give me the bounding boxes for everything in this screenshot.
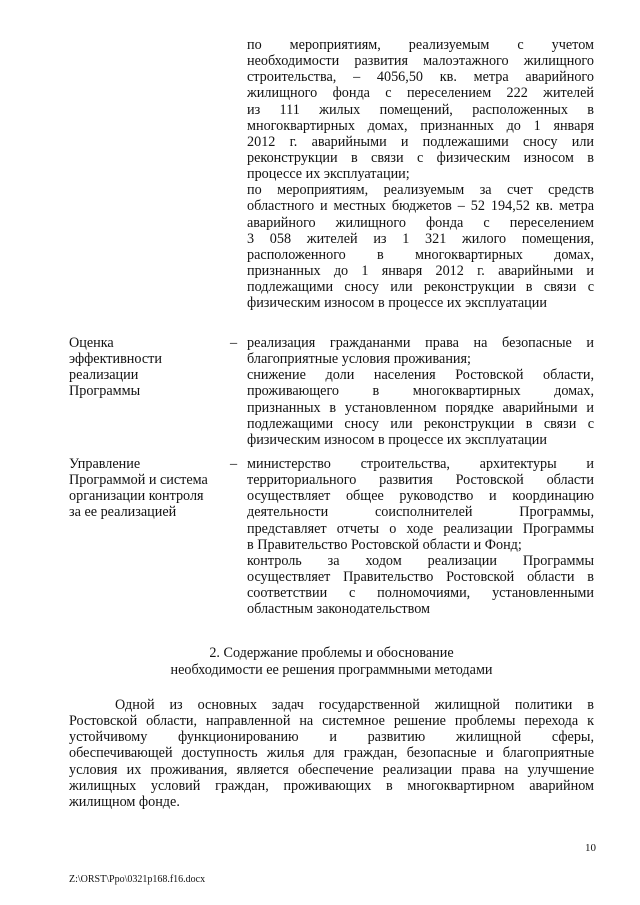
text-line: подлежащими сносу или реконструкции в связи с	[247, 415, 594, 432]
text-line: соответствии с полномочиями, установленными	[247, 585, 594, 602]
text-line: аварийного жилищного фонда с переселением	[247, 214, 594, 231]
text-line: осуществляет общее руководство и координацию	[247, 488, 594, 505]
label-line: Управление	[69, 456, 141, 472]
text-line: территориального развития Ростовской области	[247, 472, 594, 489]
text-line: реализация граждананми права на безопасные и	[247, 335, 594, 351]
text-line: 2012 г. аварийными и подлежашими сносу или	[247, 133, 594, 150]
text-line: жилищных условий граждан, проживающих в многоквартирном аварийном	[69, 777, 594, 794]
label-line: Программы	[69, 383, 141, 400]
text-line: расположенного в многоквартирных домах,	[247, 246, 594, 263]
text-line: по мероприятиям, реализуемым за счет средств	[247, 182, 594, 199]
label-line: за ее реализацией	[69, 504, 177, 521]
text-line: многоквартирных домах, признанных до 1 января	[247, 117, 594, 134]
text-line: снижение доли населения Ростовской области,	[247, 367, 594, 384]
text-line: условия их проживания, является обеспечение реализации права на улучшение	[69, 761, 594, 778]
row-label-evaluation	[69, 335, 229, 400]
row-dash: –	[230, 456, 238, 472]
text-line: физическим износом в процессе их эксплуатации	[247, 295, 547, 312]
section-heading	[69, 645, 594, 678]
page-number: 10	[585, 842, 596, 854]
text-line: областного и местных бюджетов – 52 194,52 кв. метра	[247, 198, 594, 215]
text-line: жилищном фонде.	[69, 793, 180, 810]
text-line: признанных до 1 января 2012 г. аварийными и	[247, 262, 594, 279]
text-line: 3 058 жителей из 1 321 жилого помещения,	[247, 230, 594, 247]
text-line: обеспечивающей доступность жилья для граждан, безопасные и благоприятные	[69, 745, 594, 762]
text-line: представляет отчеты о ходе реализации Программы	[247, 520, 594, 537]
section-heading-line: необходимости ее решения программными методами	[170, 661, 493, 678]
row-label-management	[69, 456, 229, 521]
text-line: из 111 жилых помещений, расположенных в	[247, 101, 594, 118]
text-line: необходимости развития малоэтажного жилищного	[247, 53, 594, 70]
label-line: Оценка	[69, 335, 114, 351]
row-text-evaluation	[247, 335, 594, 448]
label-line: эффективности	[69, 351, 162, 368]
text-line: жилищного фонда с переселением 222 жителей	[247, 85, 594, 102]
text-line: подлежащими сносу или реконструкции в связи с	[247, 279, 594, 296]
text-line: физическим износом в процессе их эксплуатации	[247, 431, 547, 448]
text-line: Ростовской области, направленной на системное решение проблемы перехода к	[69, 713, 594, 730]
text-line: устойчивому функционированию и развитию жилищной сферы,	[69, 729, 594, 746]
body-paragraph	[69, 697, 594, 810]
row-text-management	[247, 456, 594, 617]
text-line: областным законодательством	[247, 601, 431, 618]
text-line: признанных в установленном порядке аварийными и	[247, 399, 594, 416]
text-line: благоприятные условия проживания;	[247, 351, 471, 368]
text-line: по мероприятиям, реализуемым с учетом	[247, 37, 594, 53]
text-line: министерство строительства, архитектуры и	[247, 456, 594, 472]
footer-file-path: Z:\ORST\Ppo\0321p168.f16.docx	[69, 874, 206, 885]
text-line: осуществляет Правительство Ростовской области в	[247, 568, 594, 585]
label-line: организации контроля	[69, 488, 204, 505]
text-line: контроль за ходом реализации Программы	[247, 552, 594, 569]
continuation-block	[247, 37, 594, 311]
label-line: реализации	[69, 367, 139, 384]
text-line: строительства, – 4056,50 кв. метра аварийного	[247, 69, 594, 86]
text-line: в Правительство Ростовской области и Фонд;	[247, 536, 522, 553]
row-dash: –	[230, 335, 238, 351]
section-heading-line: 2. Содержание проблемы и обоснование	[209, 645, 454, 661]
text-line: процессе их эксплуатации;	[247, 166, 410, 183]
text-line: Одной из основных задач государственной жилищной политики в	[115, 697, 594, 713]
text-line: деятельности соисполнителей Программы,	[247, 504, 594, 521]
text-line: реконструкции в связи с физическим износом в	[247, 149, 594, 166]
label-line: Программой и система	[69, 472, 208, 489]
text-line: проживающего в многоквартирных домах,	[247, 383, 594, 400]
